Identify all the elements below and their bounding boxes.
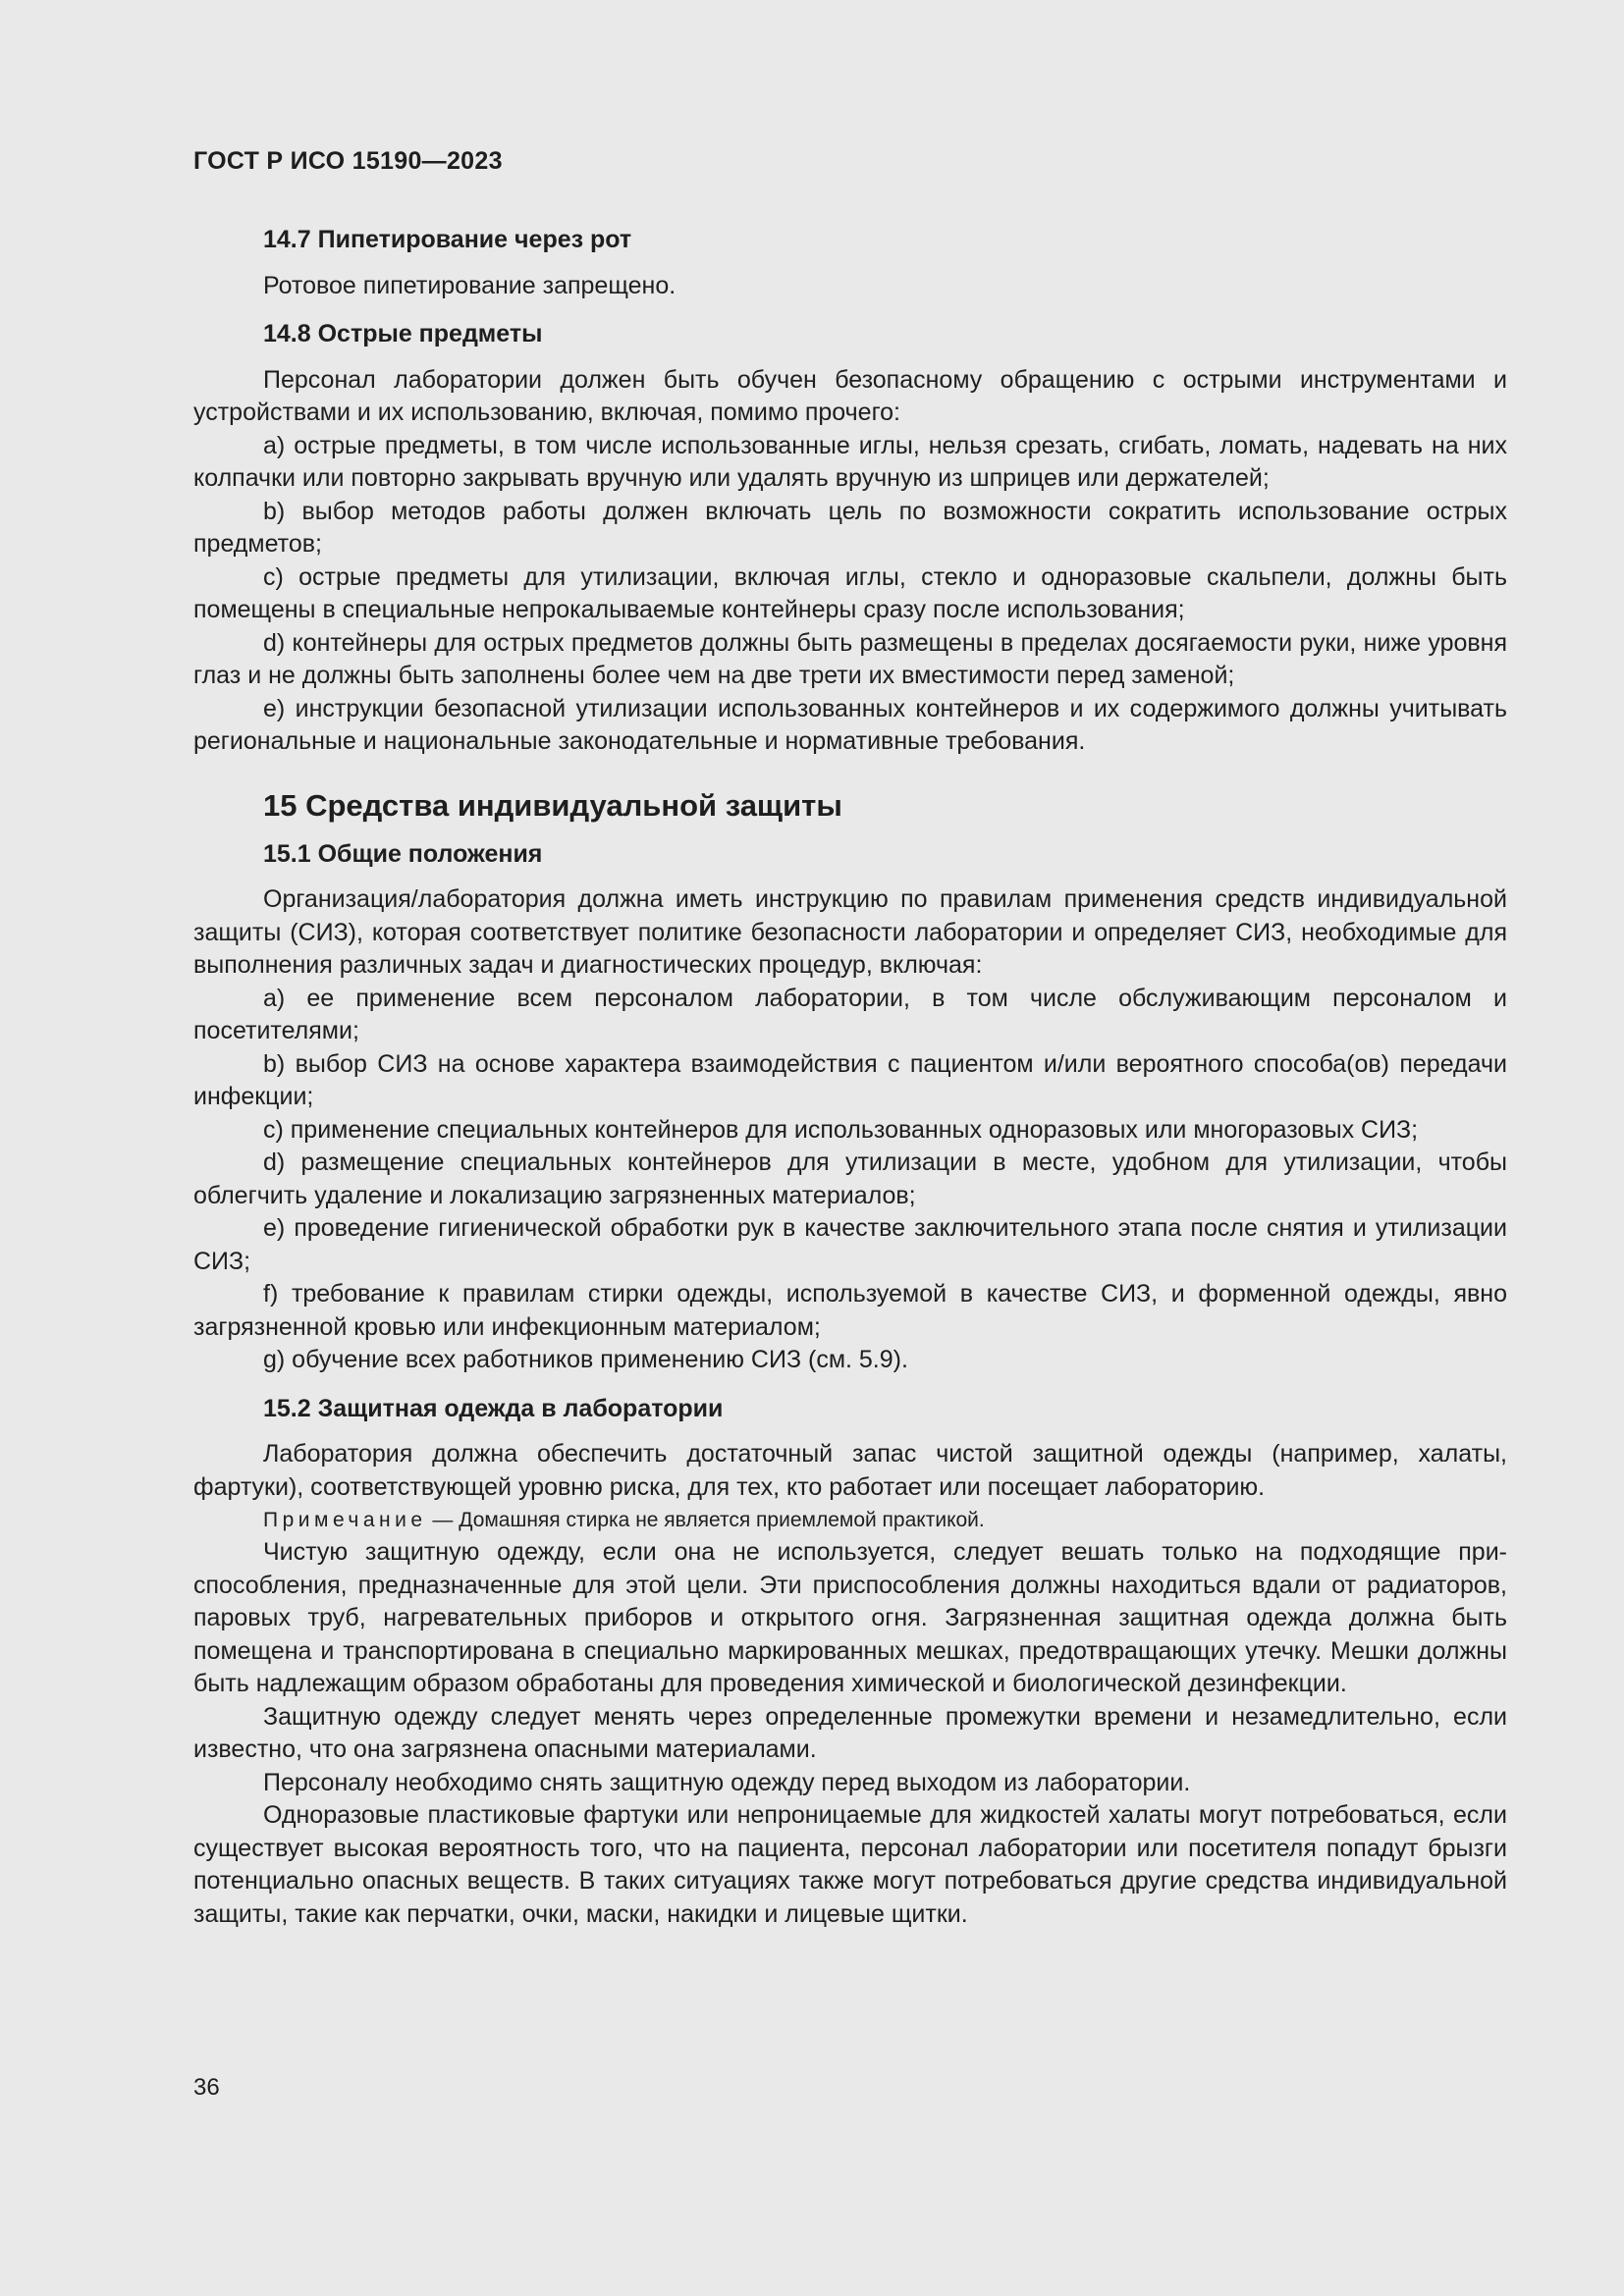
section-title-15-1: 15.1 Общие положения: [263, 839, 543, 868]
section-title-14-7: 14.7 Пипетирование через рот: [263, 226, 632, 253]
list-item: e) проведение гигиенической обработки рук в качестве заключительного этапа после снятия и утилизации СИЗ;: [193, 1214, 1507, 1275]
section-title-15-2: 15.2 Защитная одежда в лаборатории: [263, 1394, 724, 1422]
list-item: b) выбор методов работы должен включать цель по возможности сократить использование острых предметов;: [193, 497, 1507, 558]
list-item: b) выбор СИЗ на основе характера взаимодействия с пациентом и/или вероятного способа(ов) передачи инфекции;: [193, 1049, 1507, 1110]
list-item: a) ее применение всем персоналом лаборатории, в том числе обслуживающим персоналом и посетителями;: [193, 984, 1507, 1044]
list-item: d) размещение специальных контейнеров для утилизации в месте, удобном для утилизации, чтобы облегчить удаление и локализацию загрязненных материалов;: [193, 1148, 1507, 1209]
paragraph: Персоналу необходимо снять защитную одежду перед выходом из лаборатории.: [263, 1768, 1191, 1796]
document-header: ГОСТ Р ИСО 15190—2023: [193, 147, 503, 175]
page-number: 36: [193, 2074, 220, 2101]
paragraph: Чистую защитную одежду, если она не используется, следует вешать только на подходящие приспособления, предназначенные для этой цели. Эти приспособления должны находиться вдали от радиаторов, паровых труб, нагревательных приборов и открытого огня. Загрязненная защитная одежда должна быть помещена и транспортирована в специально маркированных мешках, предотвращающих утечку. Мешки должны быть надлежащим образом обработаны для проведения химической и биологической дезинфекции.: [193, 1538, 1507, 1697]
section-title-14-8: 14.8 Острые предметы: [263, 320, 543, 347]
paragraph: Персонал лаборатории должен быть обучен безопасному обращению с острыми инструментами и устройствами и их использованию, включая, помимо прочего:: [193, 365, 1507, 426]
list-item: e) инструкции безопасной утилизации использованных контейнеров и их содержимого должны учитывать региональные и национальные законодательные и нормативные требования.: [193, 694, 1507, 755]
paragraph: Лаборатория должна обеспечить достаточный запас чистой защитной одежды (например, халаты, фартуки), соответствующей уровню риска, для тех, кто работает или посещает лабораторию.: [193, 1440, 1507, 1501]
paragraph: Одноразовые пластиковые фартуки или непроницаемые для жидкостей халаты могут потребоваться, если существует высокая вероятность того, что на пациента, персонал лаборатории или посетителя попадут брызги потенциально опасных веществ. В таких ситуациях также могут потребоваться другие средства индивидуальной защиты, такие как перчатки, очки, маски, накидки и лицевые щитки.: [193, 1801, 1507, 1928]
note-text: — Домашняя стирка не является приемлемой практикой.: [426, 1509, 985, 1531]
list-item: g) обучение всех работников применению СИЗ (см. 5.9).: [263, 1346, 908, 1373]
list-item: f) требование к правилам стирки одежды, используемой в качестве СИЗ, и форменной одежды, явно загрязненной кровью или инфекционным материалом;: [193, 1280, 1507, 1341]
note-label: Примечание: [263, 1509, 427, 1531]
paragraph: Ротовое пипетирование запрещено.: [263, 271, 677, 299]
note: [193, 1504, 1507, 1536]
paragraph: Защитную одежду следует менять через определенные промежутки времени и незамедлительно, если известно, что она загрязнена опасными материалами.: [193, 1702, 1507, 1763]
page-content: [193, 224, 1507, 1931]
paragraph: Организация/лаборатория должна иметь инструкцию по правилам применения средств индивидуальной защиты (СИЗ), которая соответствует политике безопасности лаборатории и определяет СИЗ, необходимые для выполнения различных задач и диагностических процедур, включая:: [193, 885, 1507, 979]
list-item: a) острые предметы, в том числе использованные иглы, нельзя срезать, сгибать, ломать, надевать на них колпачки или повторно закрывать вручную или удалять вручную из шприцев или держателей;: [193, 431, 1507, 492]
section-title-15: 15 Средства индивидуальной защиты: [263, 787, 842, 823]
list-item: d) контейнеры для острых предметов должны быть размещены в пределах досягаемости руки, ниже уровня глаз и не должны быть заполнены более чем на две трети их вместимости перед заменой;: [193, 628, 1507, 689]
list-item: c) острые предметы для утилизации, включая иглы, стекло и одноразовые скальпели, должны быть помещены в специальные непрокалываемые контейнеры сразу после использования;: [193, 562, 1507, 623]
list-item: c) применение специальных контейнеров для использованных одноразовых или многоразовых СИЗ;: [263, 1115, 1419, 1144]
